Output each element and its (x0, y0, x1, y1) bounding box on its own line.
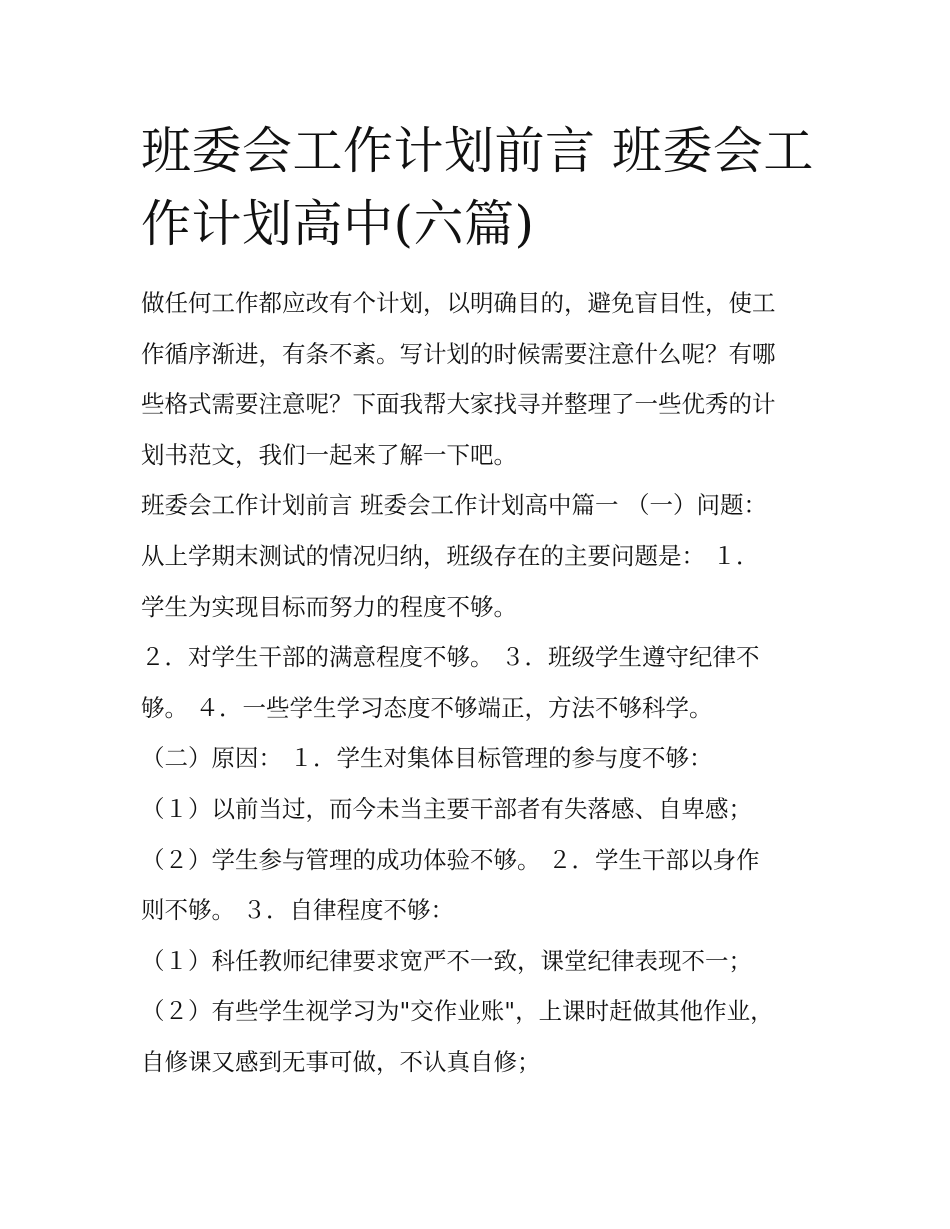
document-body (141, 278, 821, 1088)
body-line: 则不够。 ３．自律程度不够： (141, 896, 454, 925)
body-line: 从上学期末测试的情况归纳，班级存在的主要问题是： １． (141, 541, 760, 570)
body-line: 学生为实现目标而努力的程度不够。 (141, 592, 517, 621)
body-line: （１）以前当过，而今未当主要干部者有失落感、自卑感； (141, 794, 752, 823)
title-line-1: 班委会工作计划前言 班委会工 (141, 122, 814, 180)
body-line: 些格式需要注意呢？下面我帮大家找寻并整理了一些优秀的计 (141, 390, 776, 419)
body-line: （二）原因： １．学生对集体目标管理的参与度不够： (141, 744, 713, 773)
body-line: 自修课又感到无事可做，不认真自修； (141, 1047, 541, 1076)
title-line-2: 作计划高中(六篇) (141, 195, 535, 253)
body-line: 划书范文，我们一起来了解一下吧。 (141, 440, 517, 469)
document-title (141, 115, 821, 261)
body-line: （２）有些学生视学习为"交作业账"，上课时赶做其他作业， (141, 997, 774, 1026)
body-line: ２．对学生干部的满意程度不够。 ３．班级学生遵守纪律不 (141, 643, 760, 672)
body-line: 班委会工作计划前言 班委会工作计划高中篇一 （一）问题： (141, 491, 767, 520)
body-line: 作循序渐进，有条不紊。写计划的时候需要注意什么呢？有哪 (141, 339, 776, 368)
body-line: （１）科任教师纪律要求宽严不一致，课堂纪律表现不一； (141, 946, 752, 975)
body-line: （２）学生参与管理的成功体验不够。 ２．学生干部以身作 (141, 845, 760, 874)
body-line: 够。 ４．一些学生学习态度不够端正，方法不够科学。 (141, 693, 713, 722)
body-line: 做任何工作都应改有个计划，以明确目的，避免盲目性，使工 (141, 289, 776, 317)
